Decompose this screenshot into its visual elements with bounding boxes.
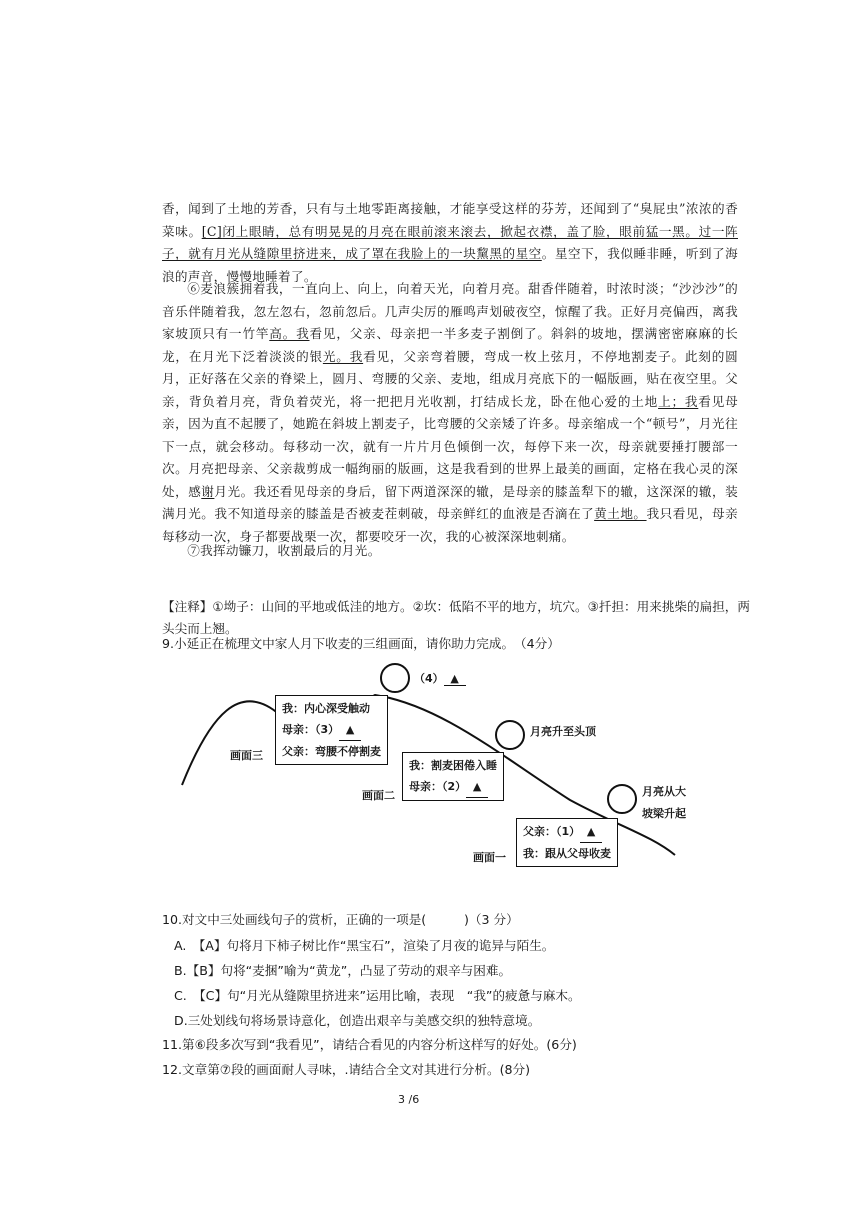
scene-diagram: [170, 655, 690, 885]
option-a[interactable]: A. 【A】句将月下柿子树比作“黑宝石”，渲染了月夜的诡异与陌生。: [174, 938, 555, 953]
p6-seg-f: 我只看见，母亲每移动一次，身子都要战栗一次，都要咬牙一次，我的心被深深地刺痛。: [162, 506, 738, 544]
p6-seg-d: 看见母亲，因为直不起腰了，她跪在斜坡上割麦子，比弯腰的父亲矮了许多。母亲缩成一个“顿号”，月光往下一点，就会移动。每移动一次，就有一片片月色倾倒一次，每停下来一次，母亲就要捶打腰部一次。月亮把母亲、父亲裁剪成一幅绚丽的版画，这是我看到的世界上最美的画面，定格在我心灵的深处，感: [162, 393, 739, 499]
passage-paragraph-1: [162, 198, 738, 288]
paragraph-1-tail: 。星空下，我似睡非睡，听到了海浪的声音，慢慢地睡着了。: [162, 246, 739, 284]
moon-circle-middle: [496, 721, 524, 749]
moon-label-middle: 月亮升至头顶: [530, 725, 596, 738]
scene-1-father: 父亲：（1） ▲: [523, 821, 611, 843]
p6-underline-2: 光。我: [322, 348, 364, 364]
scene-2-me: 我：割麦困倦入睡: [409, 759, 497, 772]
p6-underline-3: 上；我: [658, 393, 699, 409]
p6-seg-c: 看见，父亲弯着腰，弯成一枚上弦月，不停地割麦子。此刻的圆月，正好落在父亲的脊梁上，圆月、弯腰的父亲、麦地，组成月亮底下的一幅版画，贴在夜空里。父亲，背负着月亮，背负着荧光，将一把把月光收割，打结成长龙，卧在他心爱的土地: [162, 348, 739, 409]
option-d[interactable]: D.三处划线句将场景诗意化，创造出艰辛与美感交织的独特意境。: [174, 1013, 541, 1028]
p6-underline-1: 高。我: [269, 326, 310, 341]
p6-underline-4: 谢: [201, 483, 215, 499]
sentence-c-tag: [C]: [201, 223, 223, 239]
scene-3-mother: 母亲：（3） ▲: [282, 719, 381, 741]
question-9: 9.小延正在梳理文中家人月下收麦的三组画面，请你助力完成。 （4分）: [162, 636, 560, 651]
scene-3-label: 画面三: [230, 749, 263, 762]
scene-2-mother: 母亲：（2） ▲: [409, 776, 497, 798]
answer-blank-3[interactable]: ▲: [339, 719, 361, 741]
question-12: 12.文章第⑦段的画面耐人寻味，.请结合全文对其进行分析。(8分): [162, 1062, 531, 1077]
passage-paragraph-6: [162, 278, 738, 548]
question-10: 10.对文中三处画线句子的赏析，正确的一项是( )（3 分）: [162, 912, 519, 927]
paragraph-1-text: 香，闻到了土地的芳香，只有与土地零距离接触，才能享受这样的芬芳，还闻到了“臭屁虫”浓浓的香菜味。: [162, 201, 738, 239]
page-number: 3 /6: [398, 1093, 420, 1106]
moon-label-low-2: 坡梁升起: [642, 807, 686, 820]
p6-seg-a: ⑥麦浪簇拥着我，一直向上、向上，向着天光，向着月亮。甜香伴随着，时浓时淡；“沙沙沙”的音乐伴随着我，忽左忽右，忽前忽后。几声尖厉的雁鸣声划破夜空，惊醒了我。正好月亮偏西，离我家坡顶只有一竹竿: [162, 281, 738, 341]
answer-blank-1[interactable]: ▲: [580, 821, 602, 843]
moon-circle-low: [608, 785, 636, 813]
moon-circle-top: [381, 664, 409, 692]
moon-label-low-1: 月亮从大: [642, 785, 686, 798]
annotation-notes: 【注释】①坳子：山间的平地或低洼的地方。②坎：低陷不平的地方，坑穴。③扦担：用来挑柴的扁担，两头尖而上翘。: [162, 599, 750, 636]
scene-3-me: 我：内心深受触动: [282, 702, 370, 715]
p6-seg-e: 月光。我还看见母亲的身后，留下两道深深的辙，是母亲的膝盖犁下的辙，这深深的辙，装满月光。我不知道母亲的膝盖是否被麦茬刺破，母亲鲜红的血液是否滴在了: [162, 483, 739, 521]
question-11: 11.第⑥段多次写到“我看见”，请结合看见的内容分析这样写的好处。(6分): [162, 1037, 577, 1052]
sentence-c-text: 闭上眼睛，总有明晃晃的月亮在眼前滚来滚去，掀起衣襟，盖了脸，眼前猛一黑。过一阵子，就有月光从缝隙里挤进来，成了罩在我脸上的一块黧黑的星空: [162, 223, 738, 261]
answer-blank-4[interactable]: ▲: [444, 672, 466, 686]
scene-1-label: 画面一: [473, 851, 506, 864]
scene-3-father: 父亲：弯腰不停割麦: [282, 745, 381, 758]
scene-3-box: [275, 695, 388, 765]
scene-1-me: 我：跟从父母收麦: [523, 847, 611, 860]
answer-blank-2[interactable]: ▲: [466, 776, 488, 798]
scene-1-box: [516, 818, 618, 867]
option-c[interactable]: C. 【C】句“月光从缝隙里挤进来”运用比喻，表现 “我”的疲惫与麻木。: [174, 988, 581, 1003]
option-b[interactable]: B.【B】句将“麦捆”喻为“黄龙”，凸显了劳动的艰辛与困难。: [174, 963, 512, 978]
p6-underline-5: 黄土地。: [594, 506, 647, 521]
passage-paragraph-7: ⑦我挥动镰刀，收割最后的月光。: [187, 543, 381, 558]
moon-label-top: （4） ▲: [414, 670, 466, 686]
scene-2-box: [402, 752, 504, 801]
scene-2-label: 画面二: [362, 789, 395, 802]
p6-seg-b: 看见，父亲、母亲把一半多麦子割倒了。斜斜的坡地，摆满密密麻麻的长龙，在月光下泛着淡淡的银: [162, 326, 739, 364]
